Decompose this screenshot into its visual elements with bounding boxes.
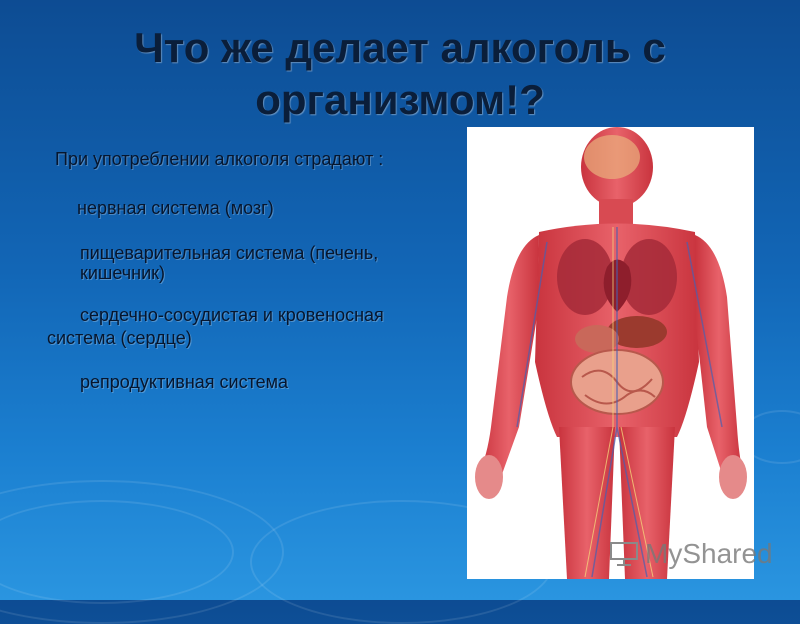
slide-title: Что же делает алкоголь с организмом!? [134,24,666,123]
intro-text: При употреблении алкоголя страдают : [55,149,384,169]
anatomy-image [467,127,754,579]
list-item: кишечник) [80,263,166,283]
list-item: пищеварительная система (печень, [80,243,379,263]
watermark [609,536,773,572]
watermark-text: MyShared [645,538,773,569]
projector-icon [609,541,639,567]
human-anatomy-icon [467,127,754,579]
list-item: система (сердце) [47,328,192,348]
list-item: нервная система (мозг) [77,198,274,218]
list-item: сердечно-сосудистая и кровеносная [80,305,384,325]
list-item: репродуктивная система [80,372,289,392]
